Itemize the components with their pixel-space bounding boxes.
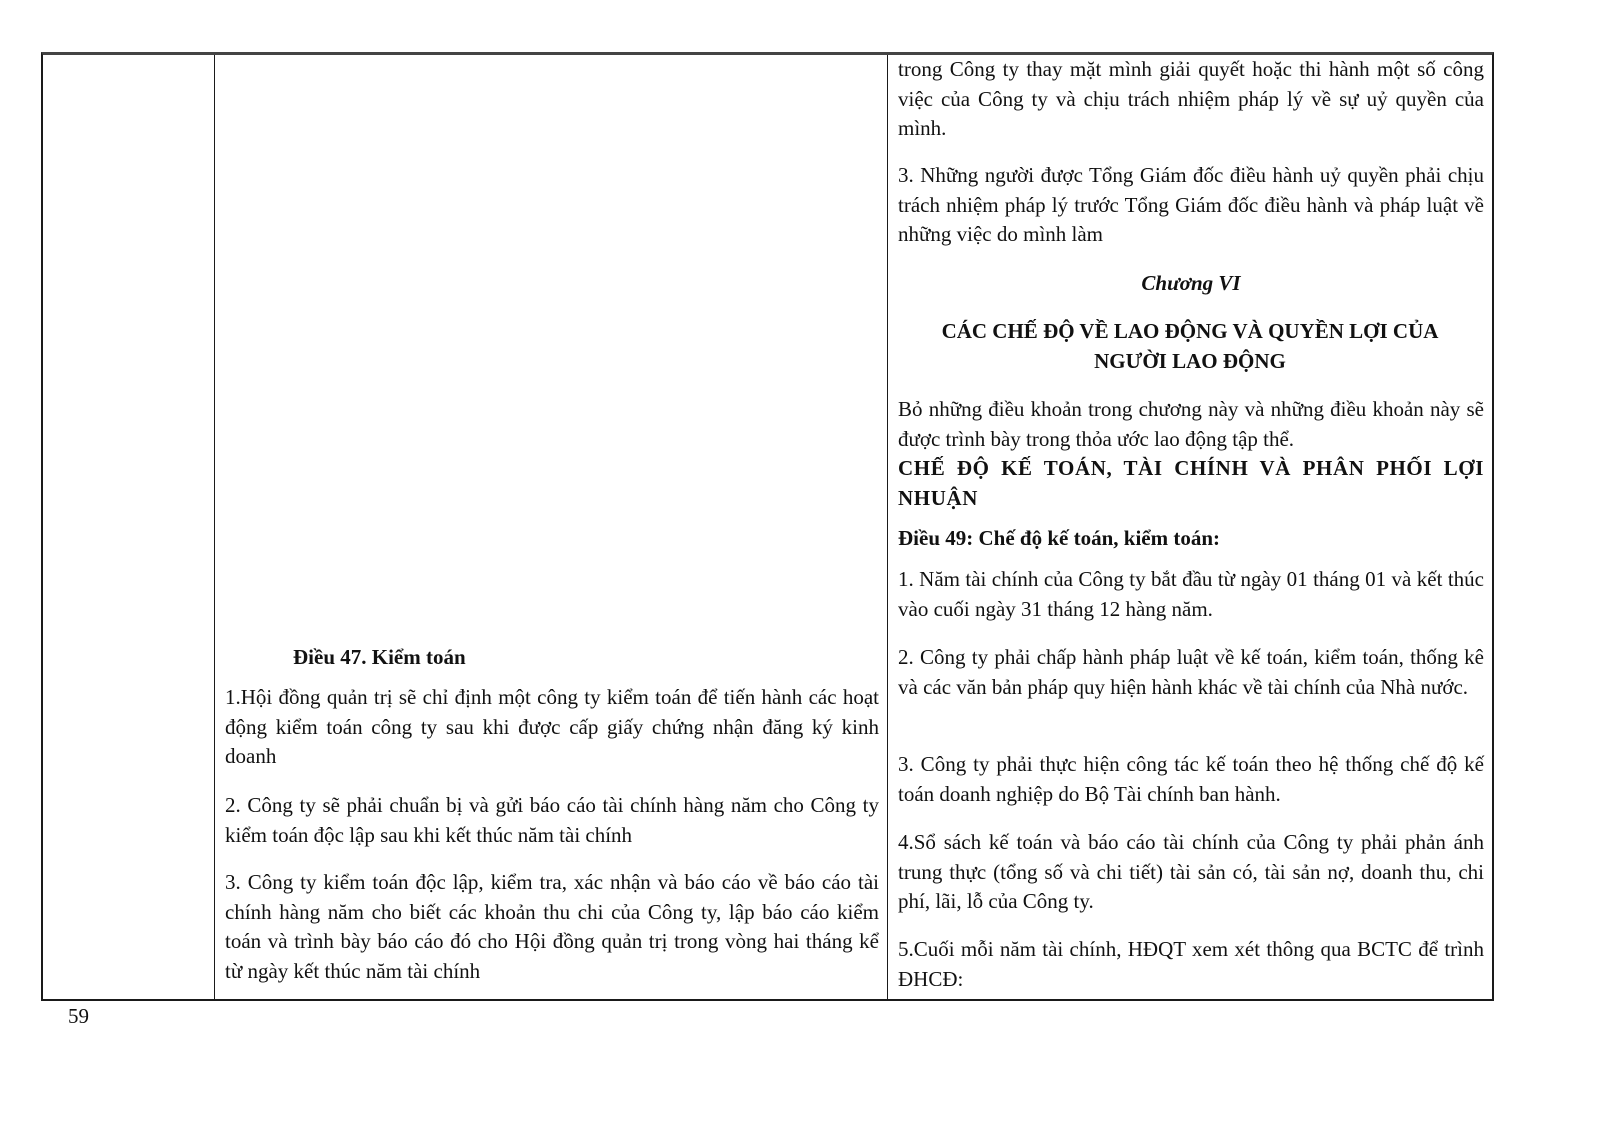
section-title: CHẾ ĐỘ KẾ TOÁN, TÀI CHÍNH VÀ PHÂN PHỐI LỢI NHUẬN	[898, 456, 1484, 510]
chapter-title: CÁC CHẾ ĐỘ VỀ LAO ĐỘNG VÀ QUYỀN LỢI CỦA NGƯỜI LAO ĐỘNG	[941, 319, 1439, 373]
table-column-index	[43, 55, 215, 999]
comparison-table	[41, 52, 1494, 1001]
article-47-heading: Điều 47. Kiểm toán	[293, 645, 466, 669]
removal-note: Bỏ những điều khoản trong chương này và những điều khoản này sẽ được trình bày trong thỏa ước lao động tập thể.	[898, 397, 1484, 451]
article-49-item-5: 5.Cuối mỗi năm tài chính, HĐQT xem xét thông qua BCTC để trình ĐHCĐ:	[898, 937, 1484, 991]
article-49-item-2: 2. Công ty phải chấp hành pháp luật về kế toán, kiểm toán, thống kê và các văn bản pháp quy hiện hành khác về tài chính của Nhà nước.	[898, 645, 1484, 699]
article-49-item-1: 1. Năm tài chính của Công ty bắt đầu từ ngày 01 tháng 01 và kết thúc vào cuối ngày 31 tháng 12 hàng năm.	[898, 567, 1484, 621]
article-49-item-3: 3. Công ty phải thực hiện công tác kế toán theo hệ thống chế độ kế toán doanh nghiệp do Bộ Tài chính ban hành.	[898, 752, 1484, 806]
article-47-clause-1: 1.Hội đồng quản trị sẽ chỉ định một công ty kiểm toán để tiến hành các hoạt động kiểm toán công ty sau khi được cấp giấy chứng nhận đăng ký kinh doanh	[225, 685, 879, 769]
table-column-original	[215, 55, 888, 999]
delegation-paragraph: trong Công ty thay mặt mình giải quyết hoặc thi hành một số công việc của Công ty và chịu trách nhiệm pháp lý về sự uỷ quyền của mình.	[898, 57, 1484, 141]
page-number: 59	[68, 1004, 89, 1028]
table-column-amended	[888, 55, 1492, 999]
article-47-clause-3: 3. Công ty kiểm toán độc lập, kiểm tra, xác nhận và báo cáo về báo cáo tài chính hàng năm cho biết các khoản thu chi của Công ty, lập báo cáo kiểm toán và trình bày báo cáo đó cho Hội đồng quản trị trong vòng hai tháng kể từ ngày kết thúc năm tài chính	[225, 870, 879, 983]
article-49-item-4: 4.Sổ sách kế toán và báo cáo tài chính của Công ty phải phản ánh trung thực (tổng số và chi tiết) tài sản có, tài sản nợ, doanh thu, chi phí, lãi, lỗ của Công ty.	[898, 830, 1484, 914]
article-47-clause-2: 2. Công ty sẽ phải chuẩn bị và gửi báo cáo tài chính hàng năm cho Công ty kiểm toán độc lập sau khi kết thúc năm tài chính	[225, 793, 879, 847]
chapter-label: Chương VI	[1141, 271, 1241, 295]
delegation-clause-3: 3. Những người được Tổng Giám đốc điều hành uỷ quyền phải chịu trách nhiệm pháp lý trước Tổng Giám đốc điều hành và pháp luật về những việc do mình làm	[898, 163, 1484, 247]
article-49-heading: Điều 49: Chế độ kế toán, kiểm toán:	[898, 526, 1221, 550]
